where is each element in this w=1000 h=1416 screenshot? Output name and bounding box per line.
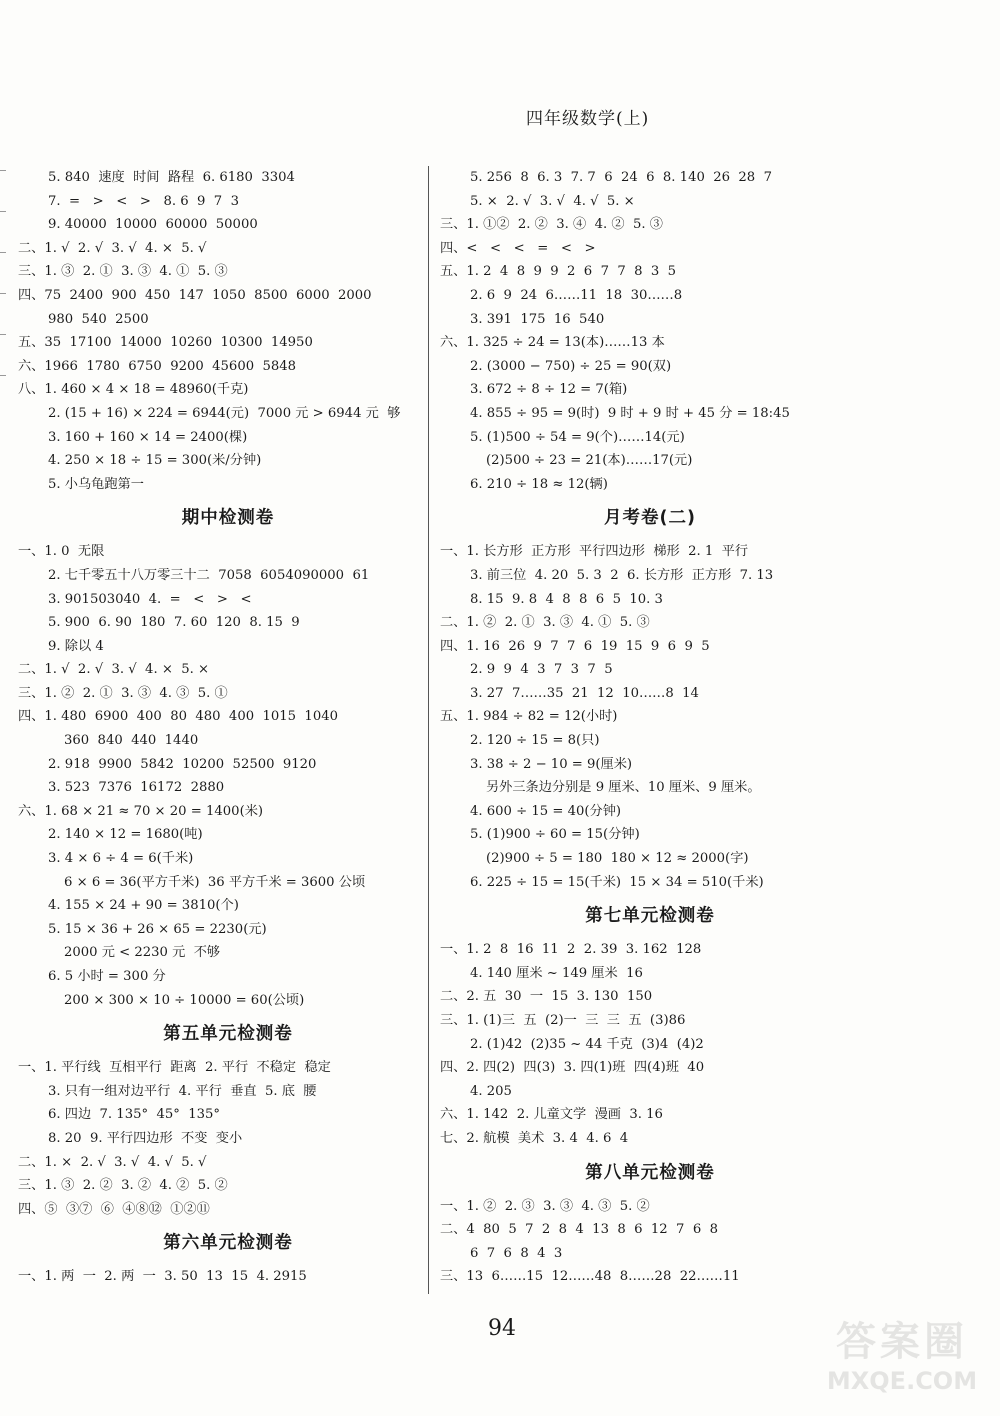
answer-line: 三、1. ③ 2. ② 3. ② 4. ② 5. ② bbox=[18, 1178, 228, 1194]
answer-line: 5. 15 × 36 + 26 × 65 = 2230(元) bbox=[48, 921, 267, 937]
answer-line: 8. 15 9. 8 4 8 8 6 5 10. 3 bbox=[470, 591, 663, 607]
binding-edge-marks bbox=[0, 170, 8, 470]
answer-line: 3. 只有一组对边平行 4. 平行 垂直 5. 底 腰 bbox=[48, 1083, 317, 1099]
answer-line: 五、35 17100 14000 10260 10300 14950 bbox=[18, 335, 313, 351]
answer-line: 6. 225 ÷ 15 = 15(千米) 15 × 34 = 510(千米) bbox=[470, 874, 764, 890]
answer-line: 一、1. 平行线 互相平行 距离 2. 平行 不稳定 稳定 bbox=[18, 1060, 331, 1076]
answer-line: 4. 600 ÷ 15 = 40(分钟) bbox=[470, 803, 622, 819]
answer-line: 6. 四边 7. 135° 45° 135° bbox=[48, 1107, 220, 1123]
answer-line: 4. 155 × 24 + 90 = 3810(个) bbox=[48, 898, 239, 914]
answer-line: 3. 391 175 16 540 bbox=[470, 311, 605, 327]
answer-line: 5. 900 6. 90 180 7. 60 120 8. 15 9 bbox=[48, 615, 300, 631]
answer-line: 5. (1)500 ÷ 54 = 9(个)……14(元) bbox=[470, 429, 685, 445]
answer-line: 三、13 6……15 12……48 8……28 22……11 bbox=[440, 1269, 740, 1285]
answer-line: 三、1. (1)三 五 (2)一 三 三 五 (3)86 bbox=[440, 1013, 686, 1028]
answer-line: 三、1. ② 2. ① 3. ③ 4. ③ 5. ① bbox=[18, 685, 228, 701]
answer-line: 8. 20 9. 平行四边形 不变 变小 bbox=[48, 1130, 243, 1146]
answer-line: 一、1. 2 8 16 11 2 2. 39 3. 162 128 bbox=[440, 942, 702, 958]
left-answer-column bbox=[18, 166, 438, 1292]
answer-line: 5. 840 速度 时间 路程 6. 6180 3304 bbox=[48, 170, 295, 185]
answer-line: 六、1966 1780 6750 9200 45600 5848 bbox=[18, 358, 297, 374]
answer-line: 2000 元 < 2230 元 不够 bbox=[64, 945, 221, 961]
answer-line: 3. 672 ÷ 8 ÷ 12 = 7(箱) bbox=[470, 382, 628, 398]
answer-line: 三、1. ①② 2. ② 3. ④ 4. ② 5. ③ bbox=[440, 217, 663, 233]
section-title: 月考卷(二) bbox=[604, 508, 696, 529]
answer-line: 6. 5 小时 = 300 分 bbox=[48, 969, 166, 984]
answer-line: 4. 140 厘米 ~ 149 厘米 16 bbox=[470, 965, 643, 981]
column-divider bbox=[428, 166, 429, 1294]
answer-line: 2. (15 + 16) × 224 = 6944(元) 7000 元 > 6944 元 够 bbox=[48, 405, 401, 421]
answer-line: 四、2. 四(2) 四(3) 3. 四(1)班 四(4)班 40 bbox=[440, 1060, 705, 1076]
answer-line: 2. 918 9900 5842 10200 52500 9120 bbox=[48, 756, 317, 772]
answer-line: 一、1. 长方形 正方形 平行四边形 梯形 2. 1 平行 bbox=[440, 544, 749, 560]
answer-line: 一、1. ② 2. ③ 3. ③ 4. ③ 5. ② bbox=[440, 1198, 650, 1214]
page-number: 94 bbox=[488, 1316, 516, 1341]
answer-line: (2)900 ÷ 5 = 180 180 × 12 ≈ 2000(字) bbox=[486, 851, 749, 867]
answer-line: 2. 七千零五十八万零三十二 7058 6054090000 61 bbox=[48, 567, 370, 583]
answer-line: 四、⑤ ③⑦ ⑥ ④⑧⑫ ①②⑪ bbox=[18, 1201, 210, 1217]
answer-line: 7. = > < > 8. 6 9 7 3 bbox=[48, 193, 239, 209]
answer-line: 四、1. 16 26 9 7 7 6 19 15 9 6 9 5 bbox=[440, 638, 710, 654]
section-title: 第七单元检测卷 bbox=[585, 906, 715, 927]
answer-line: 2. 120 ÷ 15 = 8(只) bbox=[470, 733, 600, 749]
answer-line: 四、1. 480 6900 400 80 480 400 1015 1040 bbox=[18, 709, 338, 725]
answer-line: 六、1. 68 × 21 ≈ 70 × 20 = 1400(米) bbox=[18, 803, 264, 819]
answer-line: 3. 38 ÷ 2 − 10 = 9(厘米) bbox=[470, 756, 633, 772]
answer-line: 3. 前三位 4. 20 5. 3 2 6. 长方形 正方形 7. 13 bbox=[470, 567, 774, 583]
answer-line: 3. 523 7376 16172 2880 bbox=[48, 780, 225, 796]
answer-line: 2. (1)42 (2)35 ~ 44 千克 (3)4 (4)2 bbox=[470, 1036, 704, 1052]
answer-line: 2. 140 × 12 = 1680(吨) bbox=[48, 827, 203, 843]
section-title: 期中检测卷 bbox=[181, 508, 275, 529]
section-title: 第六单元检测卷 bbox=[163, 1233, 293, 1254]
answer-line: 3. 901503040 4. = < > < bbox=[48, 591, 252, 607]
answer-line: 另外三条边分别是 9 厘米、10 厘米、9 厘米。 bbox=[486, 780, 761, 796]
answer-line: 二、2. 五 30 一 15 3. 130 150 bbox=[440, 989, 653, 1005]
answer-line: 360 840 440 1440 bbox=[64, 733, 199, 749]
answer-line: 4. 855 ÷ 95 = 9(时) 9 时 + 9 时 + 45 分 = 18:45 bbox=[470, 405, 790, 421]
answer-line: 六、1. 142 2. 儿童文学 漫画 3. 16 bbox=[440, 1107, 663, 1123]
answer-line: 9. 40000 10000 60000 50000 bbox=[48, 217, 258, 233]
answer-line: 五、1. 984 ÷ 82 = 12(小时) bbox=[440, 709, 618, 725]
watermark-text: 答案圈 bbox=[836, 1319, 968, 1365]
answer-line: 4. 250 × 18 ÷ 15 = 300(米/分钟) bbox=[48, 453, 262, 469]
answer-line: 二、1. ② 2. ① 3. ③ 4. ① 5. ③ bbox=[440, 615, 650, 631]
answer-line: 六、1. 325 ÷ 24 = 13(本)……13 本 bbox=[440, 335, 665, 351]
answer-line: 980 540 2500 bbox=[48, 311, 149, 327]
answer-line: 二、1. √ 2. √ 3. √ 4. × 5. × bbox=[18, 662, 210, 678]
answer-line: 3. 27 7……35 21 12 10……8 14 bbox=[470, 685, 699, 701]
answer-line: 4. 205 bbox=[470, 1083, 512, 1099]
answer-line: 6 × 6 = 36(平方千米) 36 平方千米 = 3600 公顷 bbox=[64, 874, 366, 890]
answer-line: 5. 小乌龟跑第一 bbox=[48, 476, 144, 492]
answer-line: 三、1. ③ 2. ① 3. ③ 4. ① 5. ③ bbox=[18, 264, 228, 280]
answer-line: 5. (1)900 ÷ 60 = 15(分钟) bbox=[470, 827, 640, 843]
watermark-url: MXQE.COM bbox=[826, 1367, 978, 1395]
answer-line: 6. 210 ÷ 18 ≈ 12(辆) bbox=[470, 476, 608, 492]
answer-line: (2)500 ÷ 23 = 21(本)……17(元) bbox=[486, 453, 693, 469]
answer-line: 5. 256 8 6. 3 7. 7 6 24 6 8. 140 26 28 7 bbox=[470, 170, 772, 185]
answer-line: 一、1. 0 无限 bbox=[18, 544, 105, 560]
right-answer-column bbox=[440, 166, 860, 1292]
section-title: 第五单元检测卷 bbox=[163, 1024, 293, 1045]
answer-line: 二、4 80 5 7 2 8 4 13 8 6 12 7 6 8 bbox=[440, 1222, 718, 1238]
answer-line: 200 × 300 × 10 ÷ 10000 = 60(公顷) bbox=[64, 992, 305, 1008]
answer-line: 五、1. 2 4 8 9 9 2 6 7 7 8 3 5 bbox=[440, 264, 677, 280]
answer-line: 八、1. 460 × 4 × 18 = 48960(千克) bbox=[18, 382, 249, 398]
answer-line: 二、1. √ 2. √ 3. √ 4. × 5. √ bbox=[18, 240, 207, 256]
section-title: 第八单元检测卷 bbox=[585, 1162, 715, 1183]
answer-line: 3. 4 × 6 ÷ 4 = 6(千米) bbox=[48, 851, 194, 867]
answer-line: 2. 9 9 4 3 7 3 7 5 bbox=[470, 662, 613, 678]
answer-line: 一、1. 两 一 2. 两 一 3. 50 13 15 4. 2915 bbox=[18, 1269, 307, 1285]
answer-line: 5. × 2. √ 3. √ 4. √ 5. × bbox=[470, 193, 635, 209]
answer-line: 9. 除以 4 bbox=[48, 638, 104, 654]
answer-line: 3. 160 + 160 × 14 = 2400(棵) bbox=[48, 429, 248, 445]
answer-line: 四、75 2400 900 450 147 1050 8500 6000 2000 bbox=[18, 287, 372, 303]
page-header-title: 四年级数学(上) bbox=[526, 109, 650, 129]
answer-line: 七、2. 航模 美术 3. 4 4. 6 4 bbox=[440, 1130, 629, 1146]
answer-line: 2. 6 9 24 6……11 18 30……8 bbox=[470, 287, 683, 303]
watermark-logo bbox=[812, 1318, 992, 1408]
answer-line: 四、< < < = < > bbox=[440, 240, 596, 256]
answer-line: 2. (3000 − 750) ÷ 25 = 90(双) bbox=[470, 358, 672, 374]
answer-line: 6 7 6 8 4 3 bbox=[470, 1245, 563, 1261]
answer-line: 二、1. × 2. √ 3. √ 4. √ 5. √ bbox=[18, 1154, 207, 1170]
